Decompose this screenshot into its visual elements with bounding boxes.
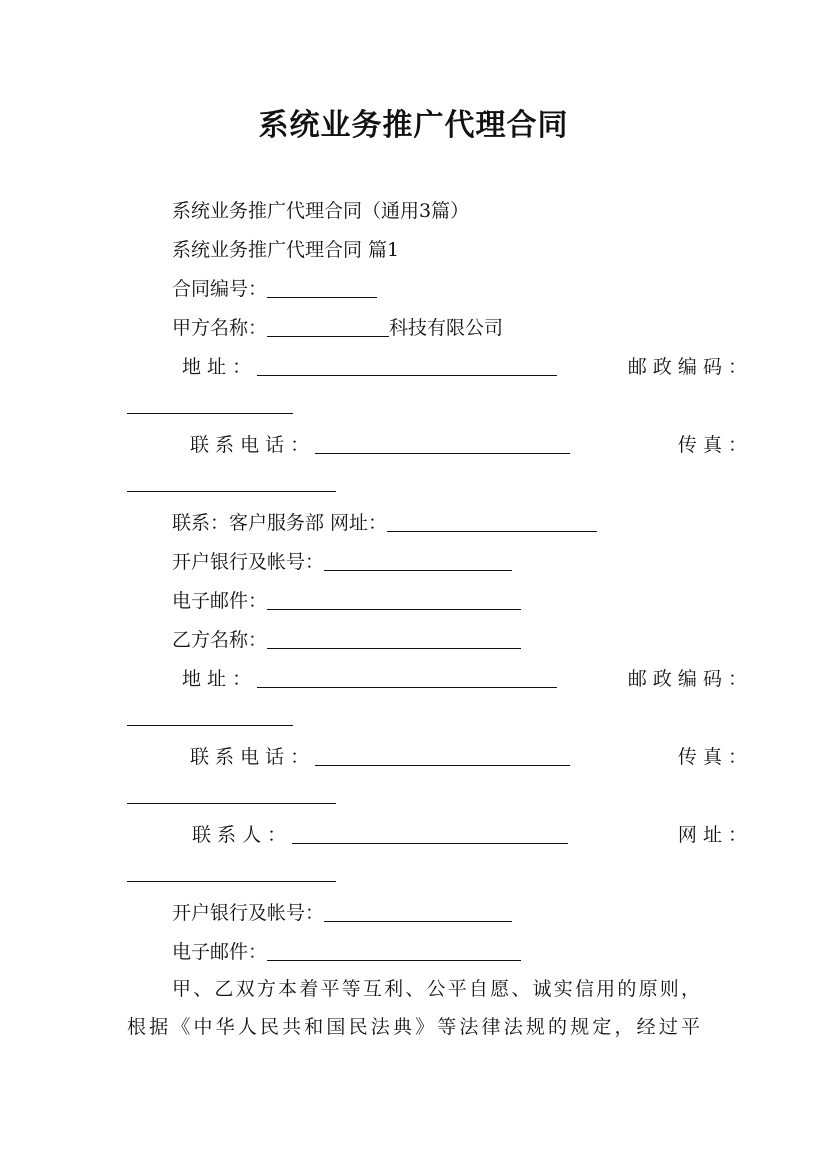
party-a-name-blank[interactable] (267, 316, 389, 337)
party-b-website-blank[interactable] (127, 881, 336, 883)
party-b-address-blank[interactable] (257, 667, 557, 688)
party-b-fax-label: 传 真 ： (677, 746, 747, 768)
party-b-website-label: 网 址 ： (677, 824, 747, 846)
party-b-contact-blank[interactable] (292, 823, 568, 844)
party-b-bank-row (127, 898, 745, 928)
contract-number-row (127, 274, 745, 304)
party-a-postcode-blank[interactable] (127, 413, 293, 415)
party-b-phone-row (127, 742, 747, 772)
party-b-fax-blank[interactable] (127, 803, 336, 805)
party-a-email-blank[interactable] (267, 589, 521, 610)
party-b-address-label: 地 址 ： (182, 668, 252, 690)
party-b-contact-row (127, 820, 747, 850)
party-b-postcode-label: 邮 政 编 码 ： (627, 668, 747, 690)
party-b-email-row (127, 937, 745, 967)
party-a-fax-blank[interactable] (127, 491, 336, 493)
party-a-website-blank[interactable] (387, 511, 597, 532)
party-b-name-label: 乙方名称： (172, 629, 268, 651)
body-line-1: 甲、乙双方本着平等互利、公平自愿、诚实信用的原则， (172, 978, 700, 1000)
party-a-name-suffix: 科技有限公司 (389, 317, 504, 339)
contract-number-label: 合同编号： (172, 278, 268, 300)
part-heading: 系统业务推广代理合同 篇1 (172, 239, 400, 261)
party-b-postcode-blank[interactable] (127, 725, 293, 727)
party-b-name-blank[interactable] (267, 628, 521, 649)
party-b-address-row (127, 664, 747, 694)
party-b-email-blank[interactable] (267, 940, 521, 961)
party-b-phone-label: 联 系 电 话 ： (190, 746, 310, 768)
body-line-2: 根据《中华人民共和国民法典》等法律法规的规定，经过平 (127, 1016, 700, 1038)
party-a-contact-text: 联系：客户服务部 网址： (172, 512, 388, 534)
party-a-phone-row (127, 430, 747, 460)
party-a-phone-blank[interactable] (315, 433, 570, 454)
party-a-bank-blank[interactable] (324, 550, 512, 571)
contract-number-blank[interactable] (267, 277, 377, 298)
party-a-email-row (127, 586, 745, 616)
party-a-address-blank[interactable] (257, 355, 557, 376)
party-a-name-row (127, 313, 745, 343)
party-b-email-label: 电子邮件： (172, 941, 268, 963)
party-a-email-label: 电子邮件： (172, 590, 268, 612)
party-a-bank-label: 开户银行及帐号： (172, 551, 325, 573)
party-a-address-row (127, 352, 747, 382)
party-b-bank-blank[interactable] (324, 901, 512, 922)
body-paragraph (127, 970, 700, 1046)
party-b-bank-label: 开户银行及帐号： (172, 902, 325, 924)
party-b-contact-label: 联 系 人 ： (192, 824, 287, 846)
party-a-fax-label: 传 真 ： (677, 434, 747, 456)
party-a-postcode-label: 邮 政 编 码 ： (627, 356, 747, 378)
document-title: 系统业务推广代理合同 (258, 108, 569, 143)
party-a-phone-label: 联 系 电 话 ： (190, 434, 310, 456)
party-b-name-row (127, 625, 745, 655)
party-a-bank-row (127, 547, 745, 577)
party-a-address-label: 地 址 ： (182, 356, 252, 378)
party-b-phone-blank[interactable] (315, 745, 570, 766)
party-a-name-label: 甲方名称： (172, 317, 268, 339)
party-a-contact-row (127, 508, 745, 538)
document-subtitle: 系统业务推广代理合同（通用3篇） (172, 200, 470, 222)
